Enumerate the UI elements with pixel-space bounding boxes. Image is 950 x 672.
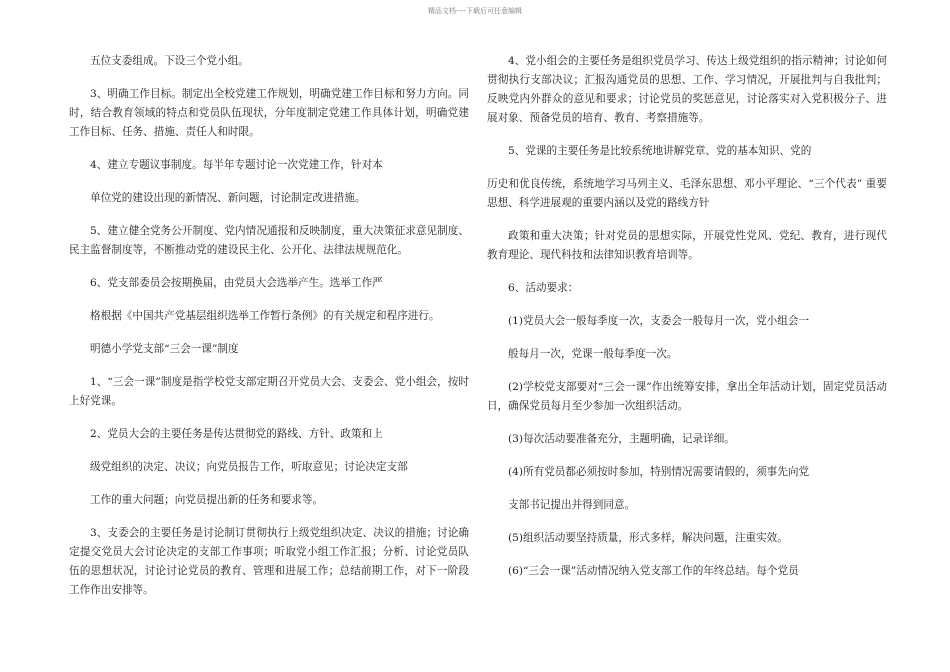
paragraph: 4、党小组会的主要任务是组织党员学习、传达上级党组织的指示精神；讨论如何贯彻执行支部决议；汇报沟通党员的思想、工作、学习情况，开展批判与自我批判；反映党内外群众的意见和要求；讨论党员的奖惩意见，讨论落实对入党积极分子、进展对象、预备党员的培育、教育、考察措施等。 xyxy=(487,55,887,124)
paragraph: 工作的重大问题；向党员提出新的任务和要求等。 xyxy=(90,494,324,506)
paragraph: 政策和重大决策；针对党员的思想实际，开展党性党风、党纪、教育，进行现代教育理论、现代科技和法律知识教育培训等。 xyxy=(487,230,887,261)
paragraph: (6)“三会一课”活动情况纳入党支部工作的年终总结。每个党员 xyxy=(508,565,799,577)
right-column xyxy=(487,52,887,595)
paragraph: 5、建立健全党务公开制度、党内情况通报和反映制度，重大决策征求意见制度、民主监督制度等，不断推动党的建设民主化、公开化、法律法规规范化。 xyxy=(69,225,469,256)
paragraph: 5、党课的主要任务是比较系统地讲解党章、党的基本知识、党的 xyxy=(508,145,812,157)
paragraph: (4)所有党员都必须按时参加，特别情况需要请假的，须事先向党 xyxy=(508,466,810,478)
paragraph: 级党组织的决定、决议；向党员报告工作，听取意见；讨论决定支部 xyxy=(90,461,408,473)
section-heading: 明德小学党支部“三会一课”制度 xyxy=(90,343,239,355)
page-header: 精品文档----下载后可任意编辑 xyxy=(427,7,523,15)
paragraph: 6、活动要求： xyxy=(508,282,579,294)
left-column xyxy=(69,52,469,614)
paragraph: 般每月一次，党课一般每季度一次。 xyxy=(508,348,678,360)
paragraph: (5)组织活动要坚持质量，形式多样，解决问题，注重实效。 xyxy=(508,532,788,544)
paragraph: (2)学校党支部要对“三会一课”作出统筹安排，拿出全年活动计划，固定党员活动日，确保党员每月至少参加一次组织活动。 xyxy=(487,381,887,412)
paragraph: 3、支委会的主要任务是讨论制订贯彻执行上级党组织决定、决议的措施；讨论确定提交党员大会讨论决定的支部工作事项；听取党小组工作汇报；分析、讨论党员队伍的思想状况，讨论讨论党员的教育、管理和进展工作；总结前期工作，对下一阶段工作作出安排等。 xyxy=(69,527,469,596)
paragraph: 单位党的建设出现的新情况、新问题，讨论制定改进措施。 xyxy=(90,192,366,204)
paragraph: (1)党员大会一般每季度一次，支委会一般每月一次，党小组会一 xyxy=(508,315,810,327)
paragraph: 支部书记提出并得到同意。 xyxy=(508,499,636,511)
paragraph: 4、建立专题议事制度。每半年专题讨论一次党建工作，针对本 xyxy=(90,159,383,171)
paragraph: (3)每次活动要准备充分，主题明确，记录详细。 xyxy=(508,433,735,445)
paragraph: 五位支委组成。下设三个党小组。 xyxy=(90,55,249,67)
paragraph: 6、党支部委员会按期换届，由党员大会选举产生。选举工作严 xyxy=(90,277,383,289)
paragraph: 3、明确工作目标。制定出全校党建工作规划，明确党建工作目标和努力方向。同时，结合教育领域的特点和党员队伍现状，分年度制定党建工作具体计划，明确党建工作目标、任务、措施、责任人和时限。 xyxy=(69,88,469,138)
paragraph: 1、“三会一课”制度是指学校党支部定期召开党员大会、支委会、党小组会，按时上好党课。 xyxy=(69,376,469,407)
paragraph: 2、党员大会的主要任务是传达贯彻党的路线、方针、政策和上 xyxy=(90,428,383,440)
paragraph: 格根据《中国共产党基层组织选举工作暂行条例》的有关规定和程序进行。 xyxy=(90,310,440,322)
paragraph: 历史和优良传统，系统地学习马列主义、毛泽东思想、邓小平理论、“三个代表” 重要思想、科学进展观的重要内涵以及党的路线方针 xyxy=(487,178,887,209)
